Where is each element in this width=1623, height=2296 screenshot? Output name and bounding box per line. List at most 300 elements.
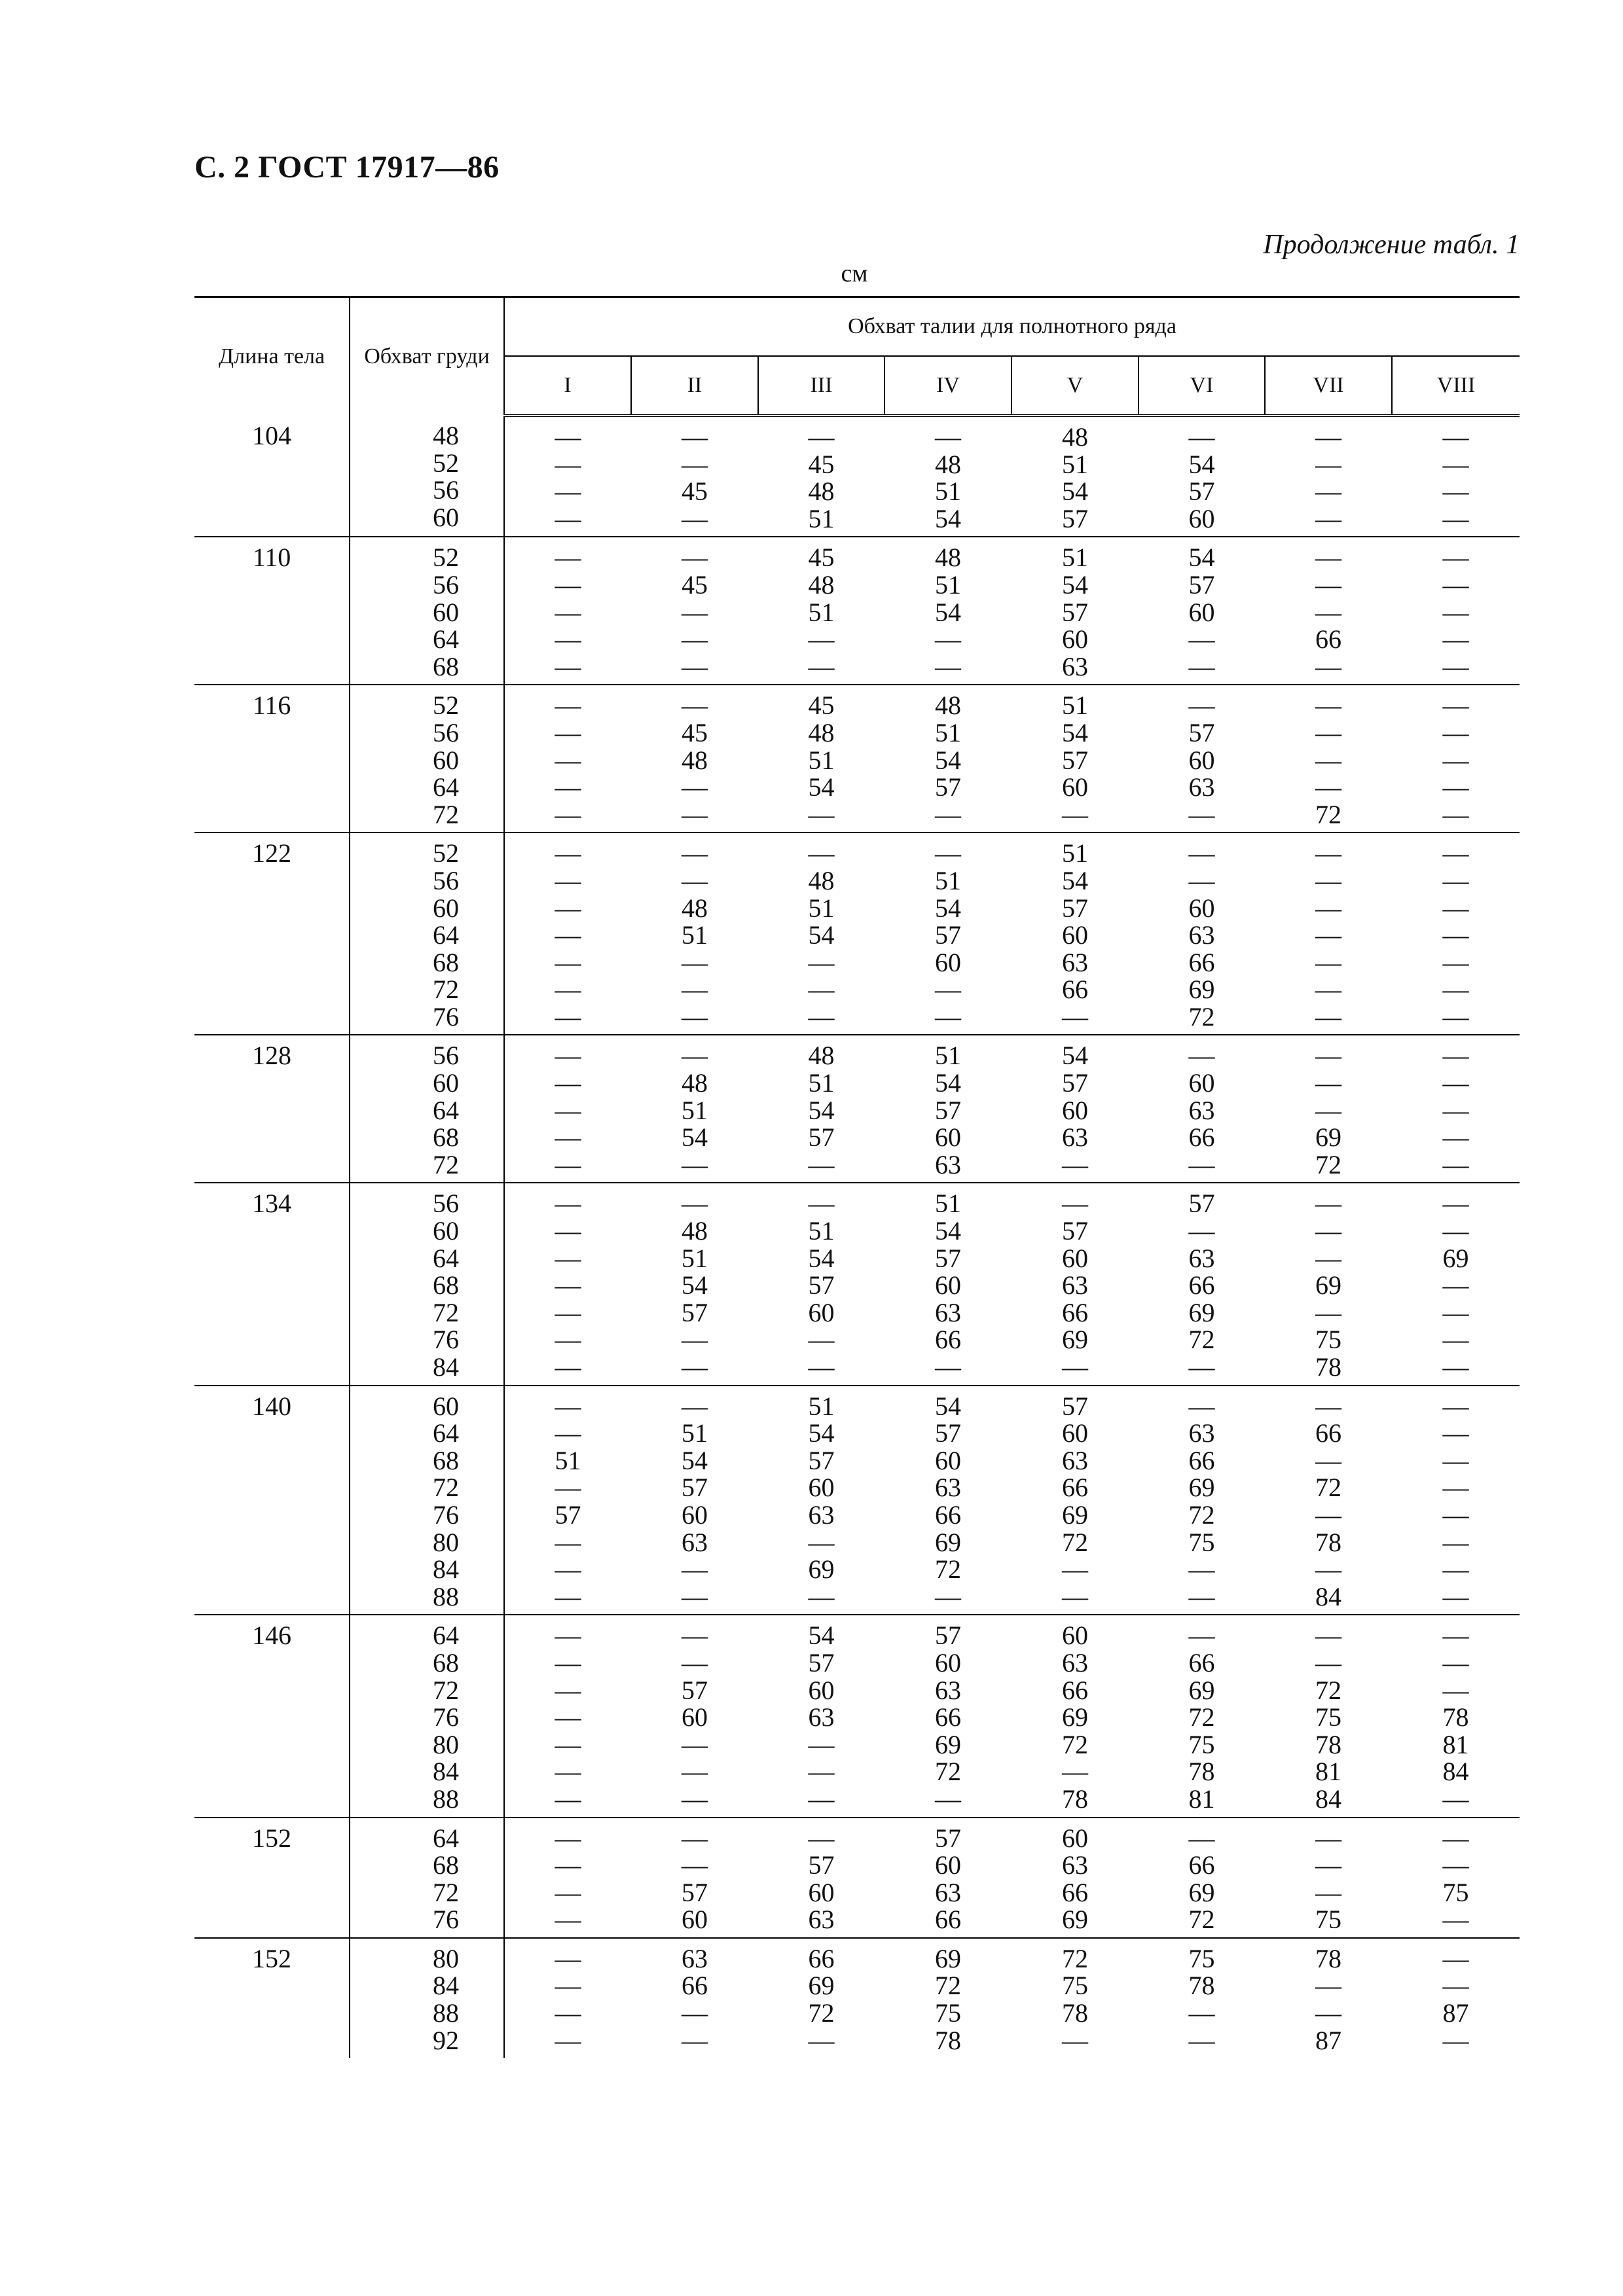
waist-value: — [682,1149,708,1179]
waist-value: 72 [1188,1499,1215,1530]
waist-values-cell-5 [1012,685,1139,833]
waist-value: — [682,1581,708,1611]
waist-value: 51 [808,1068,835,1098]
waist-value: — [1315,1001,1341,1031]
waist-value: 63 [1188,772,1215,802]
waist-value: 63 [935,1297,961,1327]
waist-values-cell-7 [1265,1035,1392,1183]
waist-value: — [555,772,581,802]
chest-values-cell [350,1818,504,1938]
waist-value: — [555,651,581,681]
waist-value: — [555,503,581,533]
waist-value: 66 [1188,1270,1215,1300]
waist-value: — [1315,1850,1341,1880]
waist-value: — [1188,1352,1215,1382]
waist-value: — [555,920,581,950]
chest-value: 56 [433,475,459,505]
chest-values-cell [350,685,504,833]
waist-values-cell-1 [504,1615,631,1817]
waist-value: 57 [808,1122,835,1153]
chest-value: 64 [433,624,459,655]
waist-value: — [935,1352,961,1382]
waist-value: 57 [935,772,961,802]
waist-value: — [1442,1675,1469,1705]
waist-value: — [555,1905,581,1935]
waist-value: 66 [808,1943,835,1973]
waist-value: 66 [1315,1418,1341,1448]
chest-value: 52 [433,448,459,478]
waist-value: 69 [935,1729,961,1759]
waist-value: — [1442,1001,1469,1031]
waist-value: — [682,1041,708,1071]
waist-value: 72 [935,1554,961,1585]
waist-value: — [1442,1216,1469,1246]
waist-values-cell-1 [504,833,631,1035]
waist-value: 87 [1315,2025,1341,2055]
waist-value: 57 [808,1850,835,1880]
waist-value: — [1442,1971,1469,2001]
waist-value: 57 [935,920,961,950]
waist-values-cell-6 [1139,1035,1265,1183]
waist-value: 57 [1062,1391,1088,1421]
waist-value: — [682,1729,708,1759]
waist-value: — [1188,1621,1215,1651]
waist-value: 66 [1188,1445,1215,1475]
waist-values-cell-1 [504,1818,631,1938]
waist-value: — [1315,422,1341,452]
waist-value: — [555,1122,581,1153]
waist-value: — [808,1149,835,1179]
waist-value: — [682,1823,708,1853]
waist-values-cell-7 [1265,1818,1392,1938]
waist-values-cell-1 [504,416,631,537]
waist-value: — [1188,1041,1215,1071]
waist-value: 66 [935,1325,961,1355]
waist-values-cell-8 [1392,1615,1520,1817]
chest-value: 64 [433,1621,459,1651]
waist-value: 48 [682,893,708,923]
waist-value: 57 [1188,476,1215,507]
waist-values-cell-6 [1139,833,1265,1035]
waist-value: 60 [682,1702,708,1732]
waist-value: 66 [1062,1297,1088,1327]
waist-value: 78 [1315,1352,1341,1382]
waist-value: 63 [808,1499,835,1530]
chest-value: 76 [433,1325,459,1355]
waist-value: — [555,624,581,655]
waist-value: 51 [935,476,961,507]
waist-value: — [1315,745,1341,775]
waist-value: 51 [808,745,835,775]
waist-values-cell-3 [758,1818,884,1938]
waist-value: — [682,597,708,627]
waist-values-cell-3 [758,1035,884,1183]
waist-values-cell-6 [1139,537,1265,685]
waist-values-cell-6 [1139,1615,1265,1817]
chest-value: 60 [433,1068,459,1098]
waist-value: 57 [555,1499,581,1530]
waist-value: — [555,1757,581,1787]
waist-value: — [555,1243,581,1273]
waist-value: 54 [808,1621,835,1651]
waist-value: 66 [1315,624,1341,655]
waist-value: — [1442,1041,1469,1071]
waist-value: — [682,947,708,977]
waist-value: — [682,503,708,533]
waist-value: — [555,745,581,775]
waist-value: 51 [555,1445,581,1475]
waist-value: 60 [935,1445,961,1475]
waist-values-cell-4 [884,416,1012,537]
waist-value: 51 [808,597,835,627]
waist-value: — [555,975,581,1005]
waist-value: — [682,1391,708,1421]
chest-value: 88 [433,1581,459,1611]
chest-value: 72 [433,1877,459,1907]
waist-value: — [808,1581,835,1611]
waist-value: 72 [1315,799,1341,829]
waist-value: — [1442,893,1469,923]
waist-value: — [555,1998,581,2028]
waist-value: 63 [808,1905,835,1935]
waist-value: — [808,1823,835,1853]
chest-value: 56 [433,1041,459,1071]
waist-value: 60 [808,1877,835,1907]
waist-values-cell-8 [1392,1938,1520,2058]
waist-value: — [555,1297,581,1327]
waist-value: — [1442,1122,1469,1153]
waist-value: — [555,947,581,977]
waist-values-cell-8 [1392,685,1520,833]
waist-value: — [808,838,835,869]
column-header-length: Длина тела [194,297,350,416]
column-header-waist-1: I [504,356,631,416]
waist-value: — [1442,1850,1469,1880]
waist-value: — [555,1943,581,1973]
table-row-group [194,416,1520,537]
column-header-waist-7: VII [1265,356,1392,416]
waist-value: — [1442,1554,1469,1585]
waist-value: — [682,2025,708,2055]
table-row-group [194,1818,1520,1938]
waist-value: 48 [808,476,835,507]
waist-value: 45 [682,476,708,507]
column-group-header-waist: Обхват талии для полнотного ряда [504,297,1520,357]
chest-value: 64 [433,920,459,950]
waist-value: 48 [808,717,835,747]
waist-value: — [1315,947,1341,977]
waist-value: — [1442,1581,1469,1611]
waist-values-cell-5 [1012,1818,1139,1938]
waist-value: 72 [1315,1149,1341,1179]
waist-value: 72 [1062,1729,1088,1759]
waist-value: 72 [808,1998,835,2028]
waist-value: — [808,975,835,1005]
waist-value: — [1062,1554,1088,1585]
waist-value: 45 [682,717,708,747]
waist-value: 84 [1315,1581,1341,1611]
waist-value: 57 [808,1647,835,1677]
waist-value: — [555,1554,581,1585]
waist-value: — [1442,947,1469,977]
waist-values-cell-5 [1012,416,1139,537]
waist-value: — [1442,1418,1469,1448]
waist-values-cell-7 [1265,833,1392,1035]
waist-value: 45 [808,449,835,479]
waist-values-cell-8 [1392,833,1520,1035]
waist-value: 72 [1315,1675,1341,1705]
waist-value: — [1315,975,1341,1005]
waist-value: 78 [1315,1527,1341,1557]
waist-values-cell-3 [758,1386,884,1615]
waist-value: — [935,1581,961,1611]
waist-value: — [1062,1149,1088,1179]
waist-values-cell-4 [884,1615,1012,1817]
waist-value: 48 [935,543,961,573]
waist-values-cell-7 [1265,1938,1392,2058]
waist-value: 54 [1188,449,1215,479]
waist-value: — [555,1095,581,1125]
waist-value: — [555,1325,581,1355]
waist-value: 51 [682,1243,708,1273]
waist-values-cell-4 [884,685,1012,833]
waist-value: 54 [682,1270,708,1300]
waist-value: — [1315,449,1341,479]
waist-values-cell-3 [758,537,884,685]
waist-value: — [808,1527,835,1557]
waist-value: 60 [1062,1243,1088,1273]
waist-value: — [1315,1189,1341,1219]
waist-value: 78 [1315,1943,1341,1973]
chest-value: 68 [433,1122,459,1153]
waist-value: 66 [1188,947,1215,977]
chest-value: 84 [433,1757,459,1787]
body-length-cell: 116 [194,685,350,833]
waist-values-cell-8 [1392,1818,1520,1938]
waist-value: 54 [1062,476,1088,507]
waist-value: — [1442,624,1469,655]
waist-value: — [555,1391,581,1421]
waist-value: — [682,1647,708,1677]
chest-values-cell [350,537,504,685]
chest-value: 80 [433,1943,459,1973]
waist-value: — [1188,624,1215,655]
chest-values-cell [350,1386,504,1615]
waist-value: — [1442,745,1469,775]
waist-value: 60 [1062,624,1088,655]
waist-value: — [808,2025,835,2055]
chest-value: 76 [433,1499,459,1530]
waist-value: — [555,1850,581,1880]
waist-value: — [1188,651,1215,681]
column-header-waist-6: VI [1139,356,1265,416]
table-continuation-note: Продолжение табл. 1 [1263,230,1520,260]
waist-values-cell-6 [1139,685,1265,833]
waist-value: 63 [1188,1243,1215,1273]
waist-value: 75 [1442,1877,1469,1907]
waist-value: — [682,624,708,655]
table-row-group [194,833,1520,1035]
waist-value: 63 [808,1702,835,1732]
waist-value: — [682,1998,708,2028]
waist-value: 63 [1062,1445,1088,1475]
waist-value: 69 [1062,1325,1088,1355]
waist-value: — [555,1823,581,1853]
waist-value: — [1188,1554,1215,1585]
waist-value: 69 [808,1554,835,1585]
waist-value: — [1062,1757,1088,1787]
waist-value: — [1315,893,1341,923]
waist-values-cell-8 [1392,416,1520,537]
waist-values-cell-2 [631,833,758,1035]
waist-value: 78 [1188,1971,1215,2001]
waist-value: — [555,543,581,573]
waist-value: — [808,1784,835,1814]
waist-value: 54 [808,1418,835,1448]
waist-value: 66 [1188,1122,1215,1153]
table-row-group [194,537,1520,685]
waist-value: — [1188,1823,1215,1853]
waist-value: 75 [1188,1729,1215,1759]
waist-value: 60 [682,1905,708,1935]
waist-value: — [682,422,708,452]
waist-value: 72 [1188,1905,1215,1935]
waist-value: 57 [935,1243,961,1273]
waist-value: 57 [1188,1189,1215,1219]
waist-value: 69 [1442,1243,1469,1273]
waist-value: — [682,772,708,802]
waist-value: — [555,569,581,600]
waist-value: 45 [808,543,835,573]
chest-value: 68 [433,1270,459,1300]
waist-value: 72 [1062,1527,1088,1557]
waist-value: — [555,1647,581,1677]
waist-value: — [1315,1621,1341,1651]
waist-value: 54 [935,893,961,923]
waist-value: 81 [1315,1757,1341,1787]
waist-value: 78 [1315,1729,1341,1759]
waist-value: — [1442,1823,1469,1853]
waist-value: 54 [935,1068,961,1098]
chest-value: 80 [433,1729,459,1759]
waist-value: — [555,1149,581,1179]
waist-value: — [555,1784,581,1814]
waist-value: — [555,422,581,452]
chest-value: 84 [433,1554,459,1585]
waist-value: 81 [1188,1784,1215,1814]
table-row-group [194,685,1520,833]
waist-value: 87 [1442,1998,1469,2028]
waist-value: 60 [808,1297,835,1327]
waist-value: 75 [1315,1325,1341,1355]
waist-value: 63 [682,1943,708,1973]
waist-value: — [1442,476,1469,507]
waist-value: — [555,1527,581,1557]
waist-value: — [1188,1581,1215,1611]
waist-values-cell-6 [1139,416,1265,537]
waist-value: 60 [808,1675,835,1705]
waist-value: 66 [935,1702,961,1732]
chest-value: 72 [433,1149,459,1179]
waist-value: 75 [1188,1527,1215,1557]
waist-value: 51 [682,1095,708,1125]
waist-value: 48 [808,865,835,895]
waist-value: 54 [1062,1041,1088,1071]
waist-value: 69 [1062,1702,1088,1732]
waist-value: 48 [682,1216,708,1246]
waist-value: 72 [1062,1943,1088,1973]
chest-values-cell [350,1183,504,1385]
waist-value: — [555,1581,581,1611]
waist-value: 51 [808,1216,835,1246]
waist-values-cell-6 [1139,1818,1265,1938]
waist-value: 69 [1188,1877,1215,1907]
waist-value: 72 [1188,1001,1215,1031]
chest-value: 56 [433,569,459,600]
waist-value: — [555,449,581,479]
chest-value: 60 [433,502,459,532]
chest-value: 52 [433,838,459,869]
waist-value: 60 [935,1122,961,1153]
waist-value: — [1315,1877,1341,1907]
waist-value: — [555,1702,581,1732]
waist-values-cell-8 [1392,1183,1520,1385]
waist-value: — [1188,422,1215,452]
waist-value: 48 [935,449,961,479]
chest-value: 72 [433,799,459,829]
waist-value: 54 [808,1243,835,1273]
waist-value: 66 [682,1971,708,2001]
waist-value: — [808,1757,835,1787]
page-header: С. 2 ГОСТ 17917—86 [194,150,500,185]
waist-value: — [555,1041,581,1071]
waist-value: 60 [1062,772,1088,802]
waist-value: 60 [1062,1095,1088,1125]
chest-value: 60 [433,893,459,923]
waist-value: 54 [935,745,961,775]
waist-value: — [682,1784,708,1814]
body-length-cell: 146 [194,1615,350,1817]
chest-value: 60 [433,745,459,775]
body-length-cell: 152 [194,1938,350,2058]
waist-value: 57 [1062,1068,1088,1098]
waist-value: 57 [682,1297,708,1327]
waist-value: 66 [1062,1473,1088,1503]
waist-values-cell-8 [1392,1386,1520,1615]
body-length-cell: 140 [194,1386,350,1615]
waist-value: — [1062,2025,1088,2055]
waist-value: 60 [1062,1418,1088,1448]
waist-value: 69 [1188,1473,1215,1503]
waist-value: — [1062,1001,1088,1031]
waist-value: 60 [808,1473,835,1503]
waist-value: — [682,1352,708,1382]
waist-value: 78 [1188,1757,1215,1787]
waist-value: — [808,1729,835,1759]
waist-value: 54 [1062,717,1088,747]
waist-value: — [1315,1998,1341,2028]
waist-value: 51 [682,1418,708,1448]
waist-values-cell-2 [631,416,758,537]
waist-value: 63 [1062,1270,1088,1300]
waist-value: — [1062,1352,1088,1382]
waist-value: — [682,651,708,681]
size-table [194,296,1520,2058]
waist-value: — [1442,1527,1469,1557]
waist-value: — [1315,1499,1341,1530]
waist-value: — [555,1216,581,1246]
waist-value: 66 [1062,975,1088,1005]
